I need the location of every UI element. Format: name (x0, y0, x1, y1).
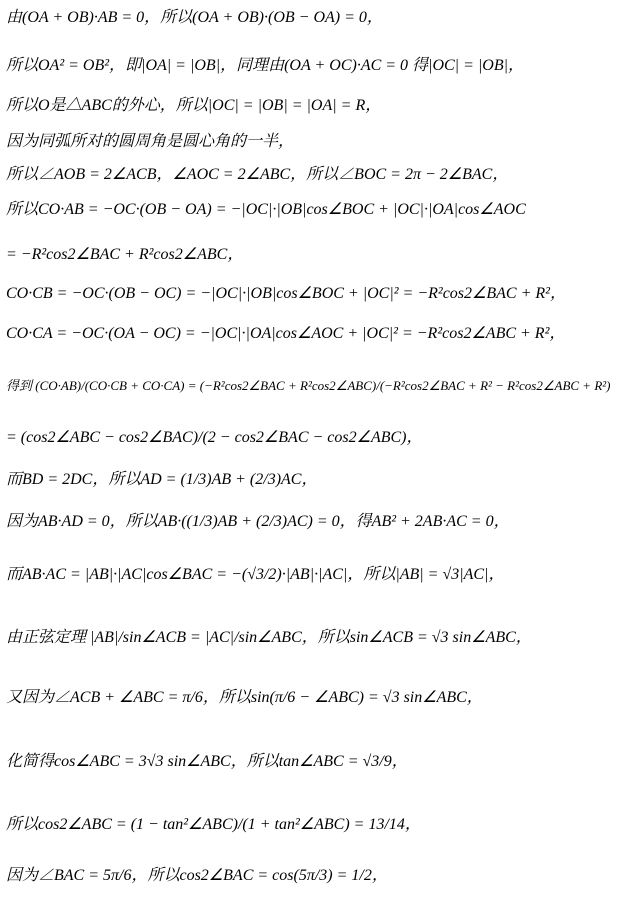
line-11: = (cos2∠ABC − cos2∠BAC)/(2 − cos2∠BAC − cos2∠ABC)， (6, 429, 423, 446)
line-14: 而AB·AC = |AB|·|AC|cos∠BAC = −(√3/2)·|AB|·|AC|，所以|AB| = √3|AC|， (6, 566, 505, 583)
line-16: 又因为∠ACB + ∠ABC = π/6，所以sin(π/6 − ∠ABC) = √3 sin∠ABC， (6, 689, 483, 706)
line-13: 因为AB·AD = 0，所以AB·((1/3)AB + (2/3)AC) = 0，得AB² + 2AB·AC = 0， (6, 513, 510, 530)
line-4: 因为同弧所对的圆周角是圆心角的一半， (6, 133, 295, 150)
line-8: CO·CB = −OC·(OB − OC) = −|OC|·|OB|cos∠BOC + |OC|² = −R²cos2∠BAC + R²， (6, 285, 566, 302)
line-12: 而BD = 2DC，所以AD = (1/3)AB + (2/3)AC， (6, 471, 318, 488)
line-3: 所以O是△ABC的外心，所以|OC| = |OB| = |OA| = R， (6, 97, 382, 114)
line-17: 化简得cos∠ABC = 3√3 sin∠ABC，所以tan∠ABC = √3/9， (6, 753, 408, 770)
line-6: 所以CO·AB = −OC·(OB − OA) = −|OC|·|OB|cos∠BOC + |OC|·|OA|cos∠AOC (6, 201, 526, 218)
line-10: 得到 (CO·AB)/(CO·CB + CO·CA) = (−R²cos2∠BAC + R²cos2∠ABC)/(−R²cos2∠BAC + R² − R²cos2∠ABC + R²) (6, 378, 611, 393)
line-18: 所以cos2∠ABC = (1 − tan²∠ABC)/(1 + tan²∠ABC) = 13/14， (6, 816, 421, 833)
line-5: 所以∠AOB = 2∠ACB，∠AOC = 2∠ABC，所以∠BOC = 2π − 2∠BAC， (6, 166, 509, 183)
line-9: CO·CA = −OC·(OA − OC) = −|OC|·|OA|cos∠AOC + |OC|² = −R²cos2∠ABC + R²， (6, 325, 566, 342)
line-15: 由正弦定理 |AB|/sin∠ACB = |AC|/sin∠ABC，所以sin∠ACB = √3 sin∠ABC， (6, 629, 532, 646)
line-7: = −R²cos2∠BAC + R²cos2∠ABC， (6, 246, 244, 263)
line-2: 所以OA² = OB²，即|OA| = |OB|，同理由(OA + OC)·AC = 0 得|OC| = |OB|， (6, 57, 525, 74)
line-19: 因为∠BAC = 5π/6，所以cos2∠BAC = cos(5π/3) = 1/2， (6, 867, 388, 884)
line-1: 由(OA + OB)·AB = 0，所以(OA + OB)·(OB − OA) = 0， (6, 9, 383, 26)
